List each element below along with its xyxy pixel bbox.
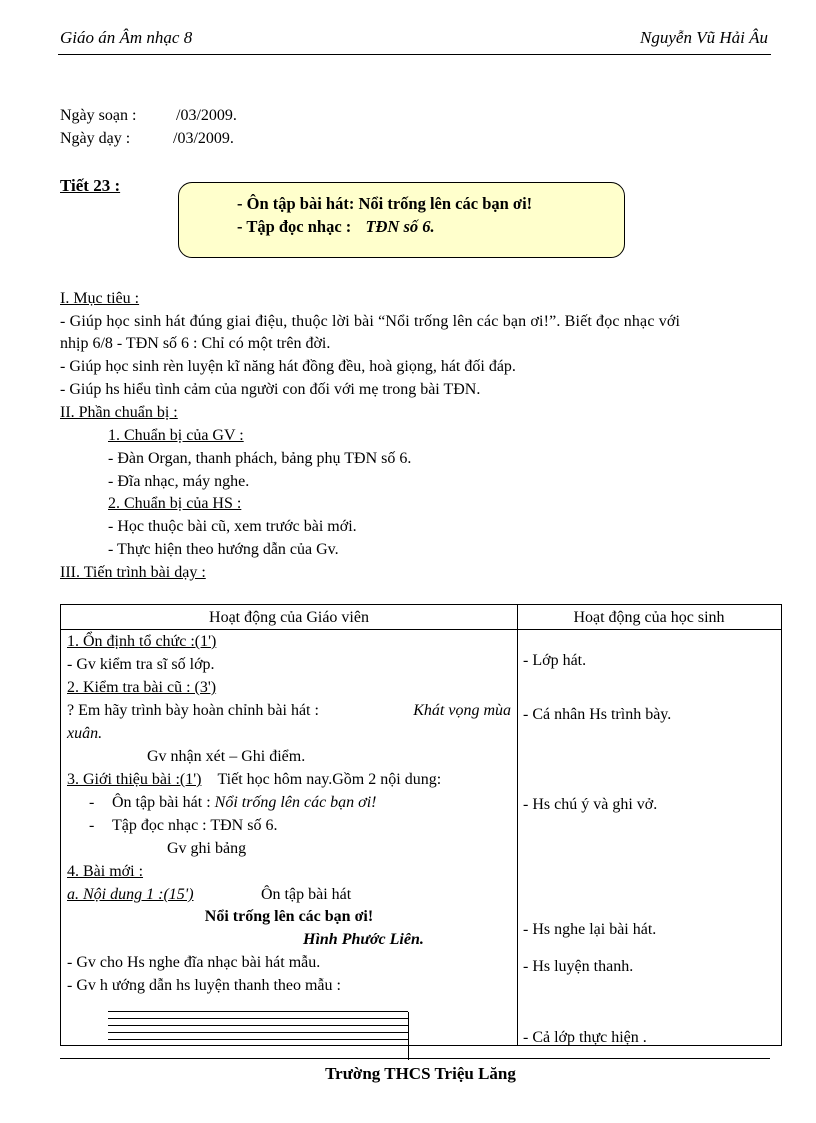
staff-line	[108, 1025, 408, 1026]
objective-line-3: - Giúp học sinh rèn luyện kĩ năng hát đồng đều, hoà giọng, hát đối đáp.	[60, 358, 516, 375]
date-prepared-value: /03/2009.	[176, 107, 237, 124]
student-column-header: Hoạt động của học sinh	[573, 609, 725, 626]
student-response-3: - Hs chú ý và ghi vở.	[523, 796, 658, 813]
section-4a-text: Ôn tập bài hát	[261, 886, 352, 903]
staff-line	[108, 1032, 408, 1033]
header-divider	[61, 629, 781, 630]
column-divider	[517, 605, 518, 1045]
teacher-column-header: Hoạt động của Giáo viên	[209, 609, 369, 626]
footer-rule	[60, 1058, 770, 1059]
question-song-cont: xuân.	[67, 725, 103, 742]
song-author: Hình Phước Liên.	[303, 931, 424, 948]
play-song-instruction: - Gv cho Hs nghe đĩa nhạc bài hát mẫu.	[67, 954, 321, 971]
process-heading: III. Tiến trình bài dạy :	[60, 564, 206, 581]
bullet-1-song: Nổi trống lên các bạn ơi!	[214, 794, 377, 811]
student-prep-item-2: - Thực hiện theo hướng dẫn của Gv.	[108, 541, 339, 558]
objective-line-2: nhịp 6/8 - TĐN số 6 : Chỉ có một trên đời.	[60, 335, 331, 352]
student-response-2: - Cá nhân Hs trình bày.	[523, 706, 672, 723]
objectives-heading: I. Mục tiêu :	[60, 290, 140, 307]
song-title: Nổi trống lên các bạn ơi!	[204, 908, 374, 925]
date-taught-value: /03/2009.	[173, 130, 234, 147]
section-2-question	[67, 702, 511, 720]
reading-title: TĐN số 6.	[365, 217, 435, 236]
teacher-prep-item-1: - Đàn Organ, thanh phách, bảng phụ TĐN số 6.	[108, 450, 412, 467]
student-response-5: - Hs luyện thanh.	[523, 958, 634, 975]
reading-prefix: - Tập đọc nhạc :	[237, 217, 352, 236]
activity-table	[60, 604, 782, 1046]
section-4-title: 4. Bài mới :	[67, 863, 144, 880]
staff-line	[108, 1018, 408, 1019]
section-3-intro: Tiết học hôm nay.Gồm 2 nội dung:	[217, 771, 442, 788]
footer-school: Trường THCS Triệu Lăng	[325, 1064, 516, 1083]
header-subject: Giáo án Âm nhạc 8	[60, 28, 193, 47]
lesson-topic-reading	[237, 217, 435, 237]
student-prep-item-1: - Học thuộc bài cũ, xem trước bài mới.	[108, 518, 357, 535]
section-3-bullet-2: Tập đọc nhạc : TĐN số 6.	[112, 817, 278, 834]
section-3-bullet-1	[112, 794, 377, 812]
section-2-grade: Gv nhận xét – Ghi điểm.	[147, 748, 306, 765]
section-3-bullet-2-dash: -	[89, 817, 95, 834]
staff-line	[108, 1011, 408, 1012]
lesson-number: Tiết 23 :	[60, 176, 121, 195]
student-response-4: - Hs nghe lại bài hát.	[523, 921, 657, 938]
objective-line-1: - Giúp học sinh hát đúng giai điệu, thuộc lời bài “Nổi trống lên các bạn ơi!”. Biết đọc nhạc với	[60, 313, 681, 330]
lesson-topic-box	[178, 182, 625, 258]
staff-barline	[408, 1012, 409, 1060]
section-4a-label: a. Nội dung 1 :(15')	[67, 886, 194, 903]
header-rule	[58, 54, 771, 55]
date-prepared-label: Ngày soạn :	[60, 107, 137, 124]
vocal-warmup-instruction: - Gv h ướng dẫn hs luyện thanh theo mẫu :	[67, 977, 341, 994]
student-prep-heading: 2. Chuẩn bị của HS :	[108, 495, 242, 512]
question-prefix: ? Em hãy trình bày hoàn chỉnh bài hát :	[67, 702, 319, 719]
section-3-title: 3. Giới thiệu bài :(1')	[67, 771, 202, 788]
teacher-prep-item-2: - Đĩa nhạc, máy nghe.	[108, 473, 250, 490]
section-3-bullet-1-dash: -	[89, 794, 95, 811]
section-3-board: Gv ghi bảng	[167, 840, 247, 857]
header-author: Nguyễn Vũ Hải Âu	[640, 28, 768, 47]
section-3-line	[67, 771, 441, 789]
student-response-1: - Lớp hát.	[523, 652, 587, 669]
student-response-6: - Cả lớp thực hiện .	[523, 1029, 647, 1046]
section-1-title: 1. Ổn định tổ chức :(1')	[67, 633, 217, 650]
question-song: Khát vọng mùa	[413, 702, 511, 719]
staff-line	[108, 1039, 408, 1040]
date-taught-label: Ngày dạy :	[60, 130, 131, 147]
teacher-prep-heading: 1. Chuẩn bị của GV :	[108, 427, 244, 444]
objective-line-4: - Giúp hs hiểu tình cảm của người con đối với mẹ trong bài TĐN.	[60, 381, 481, 398]
bullet-1-prefix: Ôn tập bài hát :	[112, 794, 211, 811]
preparation-heading: II. Phần chuẩn bị :	[60, 404, 178, 421]
lesson-topic-song: - Ôn tập bài hát: Nổi trống lên các bạn ơi!	[237, 194, 533, 213]
section-1-text: - Gv kiểm tra sĩ số lớp.	[67, 656, 215, 673]
section-2-title: 2. Kiểm tra bài cũ : (3')	[67, 679, 217, 696]
